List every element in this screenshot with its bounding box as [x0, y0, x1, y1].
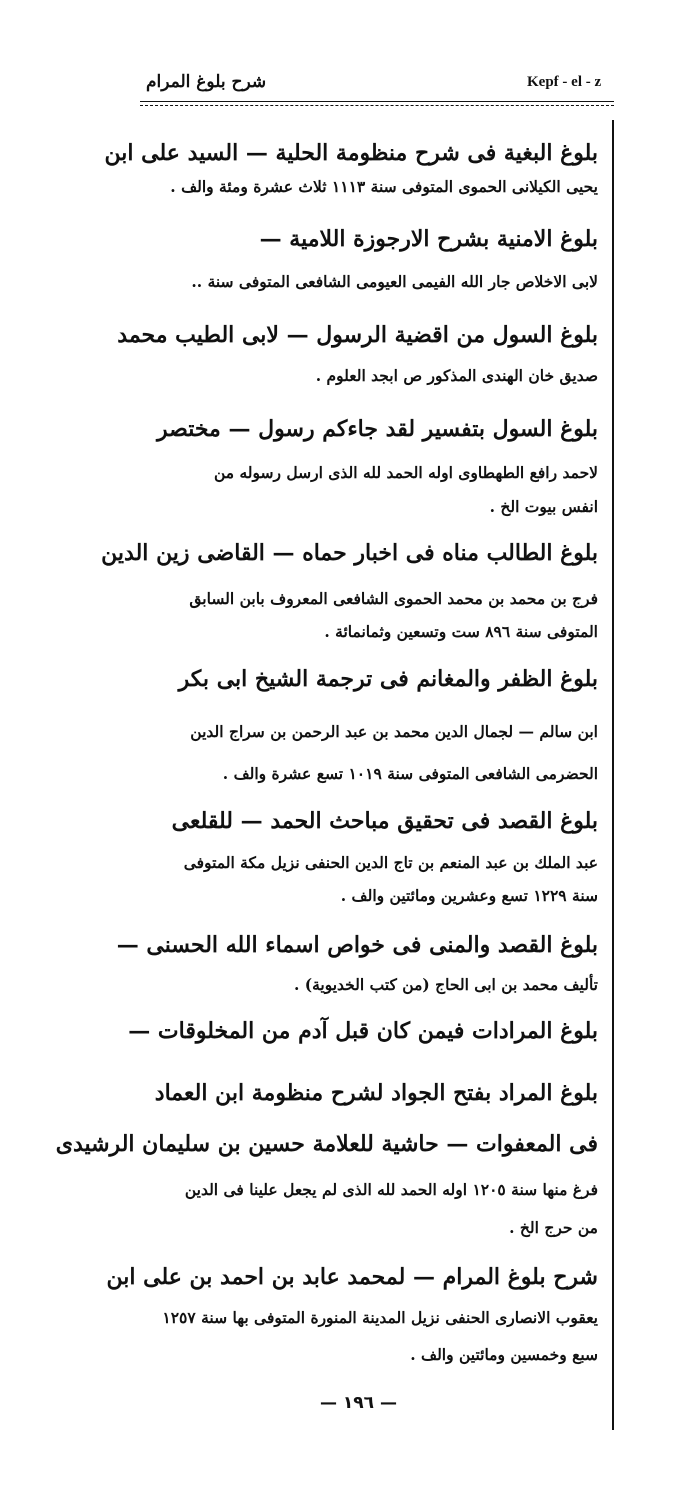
entry-title-line: بلوغ الامنية بشرح الارجوزة اللامية — — [259, 226, 598, 252]
entry-detail-line: يعقوب الانصارى الحنفى نزيل المدينة المنورة المتوفى بها سنة ١٢٥٧ — [162, 1308, 598, 1327]
entry-title-line: بلوغ المراد بفتح الجواد لشرح منظومة ابن العماد — [154, 1080, 598, 1106]
entry-title-line: بلوغ السول من اقضية الرسول — لابى الطيب محمد — [117, 322, 598, 348]
entry-detail-line: فرغ منها سنة ١٢٠٥ اوله الحمد لله الذى لم يجعل علينا فى الدين — [184, 1180, 598, 1199]
entry-detail-line: لابى الاخلاص جار الله الفيمى العيومى الشافعى المتوفى سنة .. — [191, 272, 598, 291]
entry-title-line: بلوغ الطالب مناه فى اخبار حماه — القاضى زين الدين — [101, 540, 598, 566]
entry-detail-line: لاحمد رافع الطهطاوى اوله الحمد لله الذى ارسل رسوله من — [213, 463, 598, 482]
entry-detail-line: فرج بن محمد بن محمد الحموى الشافعى المعروف بابن السابق — [189, 589, 598, 608]
entry-title-line: بلوغ القصد فى تحقيق مباحث الحمد — للقلعى — [171, 808, 598, 834]
entry-title-line: شرح بلوغ المرام — لمحمد عابد بن احمد بن على ابن — [106, 1264, 598, 1290]
running-title: شرح بلوغ المرام — [146, 72, 267, 92]
shelf-code: Kepf - el - z — [527, 74, 602, 90]
entries-column — [55, 0, 598, 1496]
entry-detail-line: انفس بيوت الخ . — [489, 497, 598, 516]
entry-detail-line: عبد الملك بن عبد المنعم بن تاج الدين الحنفى نزيل مكة المتوفى — [183, 853, 598, 872]
entry-detail-line: سبع وخمسين ومائتين والف . — [410, 1345, 598, 1364]
entry-detail-line: صديق خان الهندى المذكور ص ابجد العلوم . — [315, 366, 598, 385]
entry-detail-line: سنة ١٢٢٩ تسع وعشرين ومائتين والف . — [340, 886, 598, 905]
entry-title-line: بلوغ القصد والمنى فى خواص اسماء الله الحسنى — — [116, 932, 598, 958]
entry-detail-line: يحيى الكيلانى الحموى المتوفى سنة ١١١٣ ثلاث عشرة ومئة والف . — [170, 177, 598, 196]
entry-title-line: بلوغ البغية فى شرح منظومة الحلية — السيد على ابن — [104, 140, 598, 166]
entry-title-line: فى المعفوات — حاشية للعلامة حسين بن سليمان الرشيدى — [55, 1131, 598, 1157]
entry-detail-line: من حرج الخ . — [509, 1218, 598, 1237]
entry-title-line: بلوغ المرادات فيمن كان قبل آدم من المخلوقات — — [128, 1018, 598, 1044]
entry-detail-line: ابن سالم — لجمال الدين محمد بن عبد الرحمن بن سراج الدين — [190, 722, 598, 741]
page-number: — ١٩٦ — — [320, 1393, 397, 1413]
entry-detail-line: المتوفى سنة ٨٩٦ ست وتسعين وثمانمائة . — [324, 622, 598, 641]
entry-title-line: بلوغ السول بتفسير لقد جاءكم رسول — مختصر — [157, 416, 598, 442]
entry-detail-line: تأليف محمد بن ابى الحاج (من كتب الخديوية) . — [293, 975, 598, 994]
entry-detail-line: الحضرمى الشافعى المتوفى سنة ١٠١٩ تسع عشرة والف . — [222, 764, 598, 783]
margin-rule — [612, 120, 614, 1430]
entry-title-line: بلوغ الظفر والمغانم فى ترجمة الشيخ ابى بكر — [178, 666, 598, 692]
